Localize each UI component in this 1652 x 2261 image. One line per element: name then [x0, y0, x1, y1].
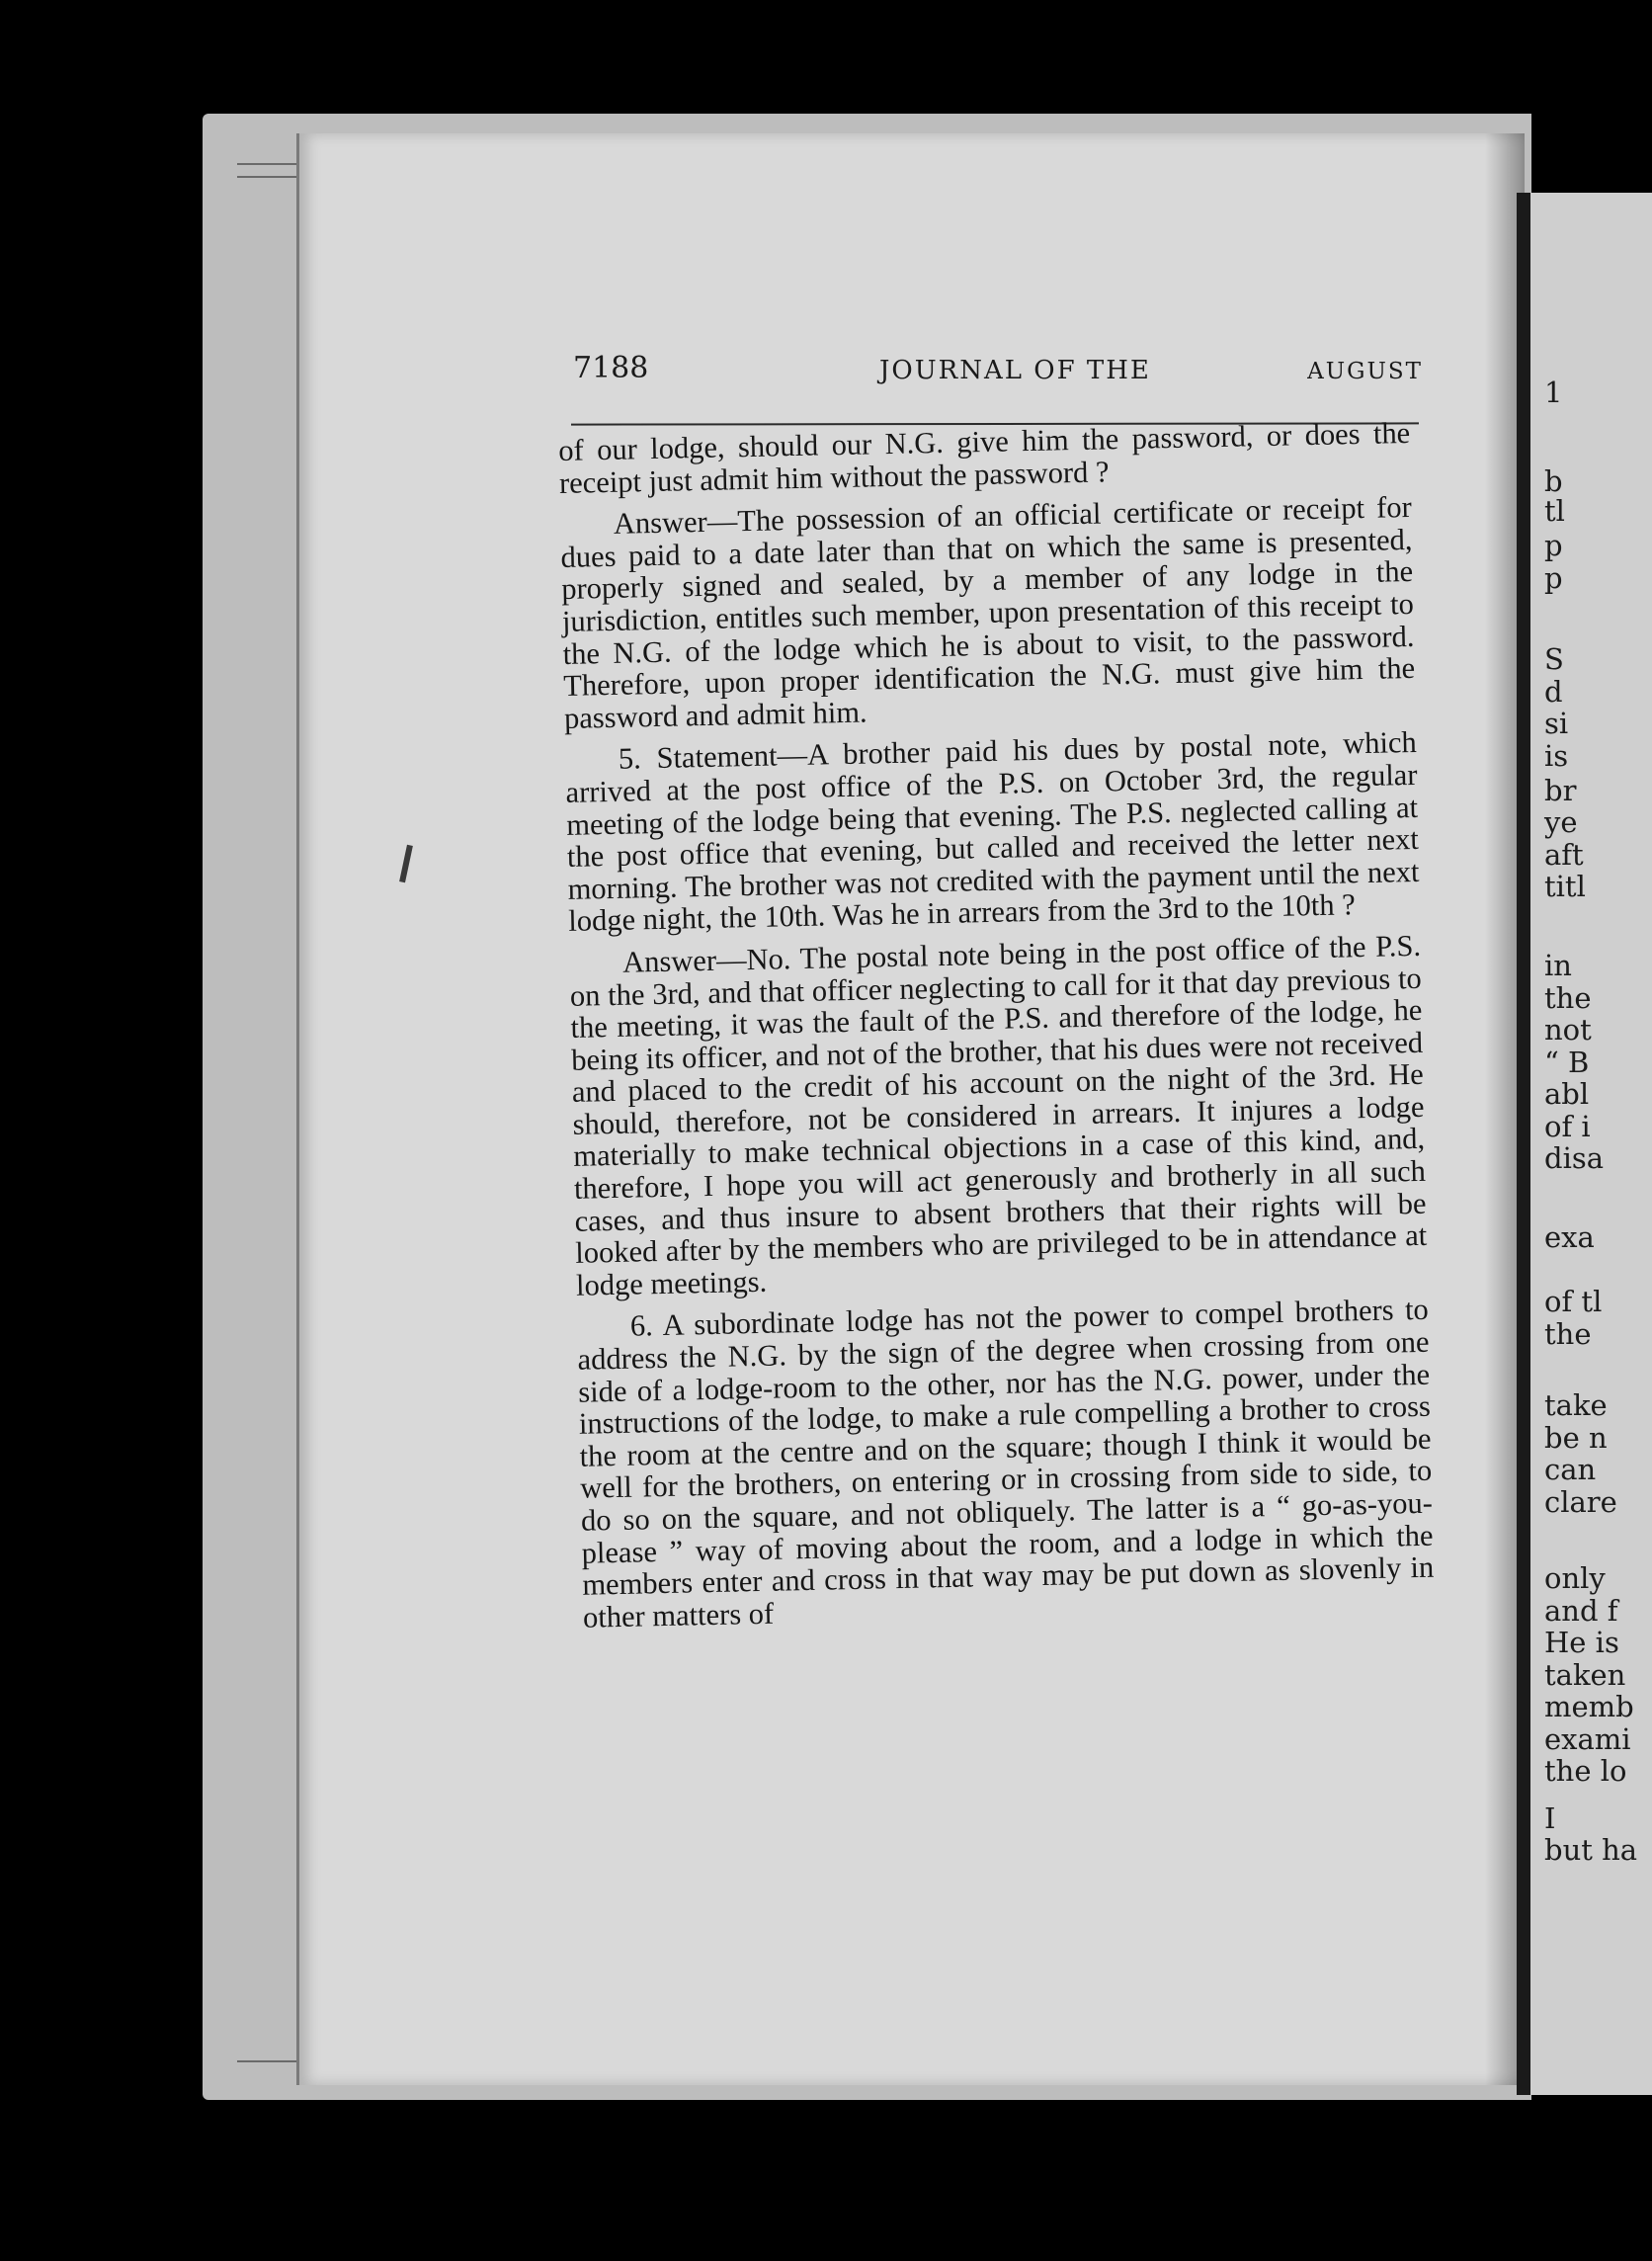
fragment-text: can — [1544, 1453, 1597, 1486]
header-month: AUGUST — [1307, 359, 1423, 384]
paragraph: Answer—The possession of an official certificate or receipt for dues paid to a date later than that on which the same is presented, properly signed and sealed, by a member of any lodge in the jurisdiction, entitles such member, upon presentation of this receipt to the N.G. of the lodge which he is about to visit, to the password. Therefore, upon proper identification the N.G. must give him the password and admit him. — [560, 490, 1416, 735]
running-title: JOURNAL OF THE — [879, 356, 1151, 385]
paragraph: Answer—No. The postal note being in the post office of the P.S. on the 3rd, and that officer neglecting to call for it that day previous to the meeting, it was the fault of the P.S. and therefore of the lodge, he being its officer, and not of the brother, that his dues were not received and placed to the credit of his account on the night of the 3rd. He should, therefore, not be considered in arrears. It injures a lodge materially to make technical objections in a case of this kind, and, therefore, I hope you will act generously and brotherly in all such cases, and thus insure to absent brothers that their rights will be looked after by the members who are privileged to be in attendance at lodge meetings. — [569, 928, 1428, 1302]
fragment-text: disa — [1544, 1141, 1605, 1175]
paragraph: 6. A subordinate lodge has not the power to compel brothers to address the N.G. by the sign of the degree when crossing from one side of a lodge-room to the other, nor has the N.G. power, under the instructions of the lodge, to make a rule compelling a brother to cross the room at the centre and on the square; though I think it would be well for the brothers, on entering or in crossing from side to side, to do so on the square, and not obliquely. The latter is a “ go-as-you-please ” way of moving about the room, and a lodge in which the members enter and cross in that way may be put down as slovenly in other matters of — [577, 1293, 1435, 1634]
fragment-text: I — [1544, 1801, 1556, 1835]
fragment-text: aft — [1544, 838, 1584, 872]
fragment-text: exa — [1544, 1220, 1595, 1254]
right-page-fragment — [1517, 193, 1652, 2095]
fragment-text: is — [1544, 739, 1569, 773]
fragment-text: b — [1544, 464, 1563, 498]
fragment-text: exami — [1544, 1722, 1631, 1756]
fragment-text: only — [1544, 1561, 1606, 1595]
fragment-text: the lo — [1544, 1754, 1627, 1788]
fragment-text: the — [1544, 1317, 1592, 1351]
fragment-text: memb — [1544, 1690, 1634, 1723]
fragment-text: ye — [1544, 805, 1578, 839]
fragment-text: S — [1544, 642, 1564, 676]
fragment-text: of i — [1544, 1110, 1591, 1143]
fragment-text: and f — [1544, 1594, 1618, 1628]
fragment-text: clare — [1544, 1485, 1617, 1519]
fragment-text: not — [1544, 1013, 1592, 1047]
page-number: 7188 — [573, 351, 649, 385]
fragment-text: br — [1544, 774, 1577, 807]
fragment-text: the — [1544, 981, 1592, 1015]
paragraph: of our lodge, should our N.G. give him the password, or does the receipt just admit him without the password ? — [557, 415, 1411, 500]
page-body — [558, 417, 1435, 1643]
fragment-text: take — [1544, 1388, 1608, 1422]
fragment-text: of tl — [1544, 1285, 1603, 1318]
fragment-text: p — [1544, 561, 1563, 595]
paragraph: 5. Statement—A brother paid his dues by postal note, which arrived at the post office of the P.S. on October 3rd, the regular meeting of the lodge being that evening. The P.S. neglected calling at the post office that evening, but called and received the letter next morning. The brother was not credited with the payment until the next lodge night, the 10th. Was he in arrears from the 3rd to the 10th ? — [565, 725, 1420, 939]
fragment-text: si — [1544, 707, 1569, 740]
fragment-text: “ B — [1544, 1046, 1590, 1079]
fragment-text: titl — [1544, 870, 1586, 903]
fragment-text: taken — [1544, 1658, 1626, 1692]
fragment-text: d — [1544, 675, 1563, 709]
fragment-text: 1 — [1544, 376, 1563, 409]
running-header — [573, 351, 1423, 390]
fragment-text: He is — [1544, 1626, 1619, 1659]
fragment-text: abl — [1544, 1077, 1590, 1111]
fragment-text: p — [1544, 529, 1563, 562]
fragment-text: but ha — [1544, 1833, 1638, 1867]
fragment-text: be n — [1544, 1421, 1608, 1455]
fragment-text: in — [1544, 949, 1572, 982]
fragment-text: tl — [1544, 494, 1565, 528]
